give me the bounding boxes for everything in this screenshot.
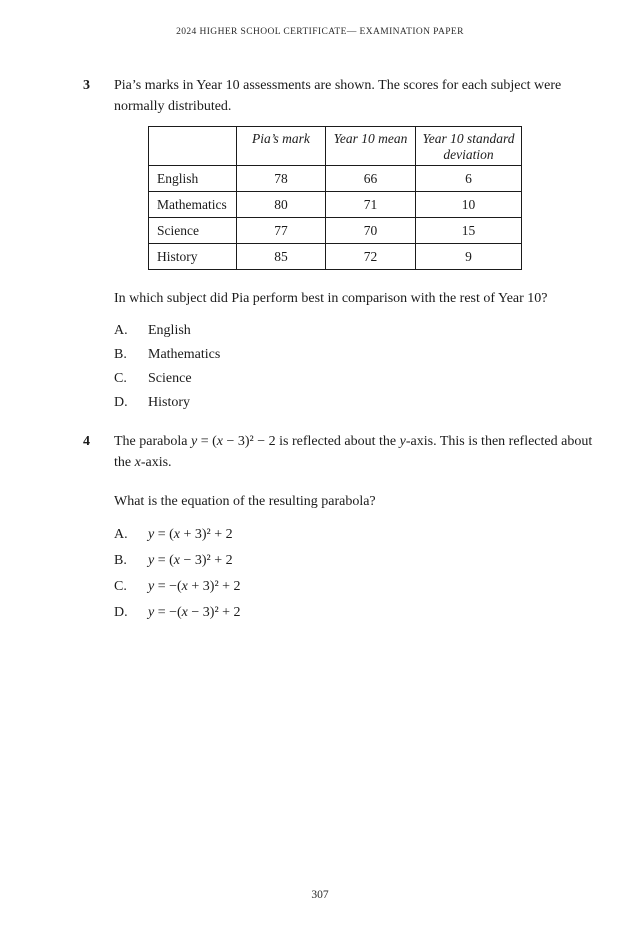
option-text: Science bbox=[148, 371, 192, 386]
question-4-statement bbox=[114, 431, 594, 473]
table-header-row bbox=[149, 127, 522, 166]
page-number: 307 bbox=[311, 889, 329, 901]
option-a bbox=[114, 522, 594, 548]
option-letter: A. bbox=[114, 323, 128, 338]
option-letter: B. bbox=[114, 347, 127, 362]
table-cell-mean: 66 bbox=[326, 166, 416, 192]
table-cell-sd: 10 bbox=[416, 192, 522, 218]
question-4 bbox=[83, 431, 594, 626]
statement-text: -axis. bbox=[140, 455, 172, 470]
table-row-history bbox=[149, 244, 522, 270]
table-cell-mark: 85 bbox=[237, 244, 326, 270]
option-equation: y = −(x − 3)² + 2 bbox=[148, 605, 241, 620]
question-3-statement: Pia’s marks in Year 10 assessments are shown. The scores for each subject were normally distributed. bbox=[114, 78, 562, 114]
question-3 bbox=[83, 75, 594, 415]
question-4-number: 4 bbox=[83, 434, 90, 449]
table-header-year10-mean: Year 10 mean bbox=[326, 127, 416, 166]
option-b bbox=[114, 343, 594, 367]
marks-table bbox=[148, 126, 522, 270]
question-3-body bbox=[114, 75, 594, 415]
marks-table-head bbox=[149, 127, 522, 166]
option-d bbox=[114, 600, 594, 626]
option-b bbox=[114, 548, 594, 574]
option-c bbox=[114, 574, 594, 600]
table-row-science bbox=[149, 218, 522, 244]
statement-text: is reflected about the bbox=[275, 434, 400, 449]
parabola-equation: y = (x − 3)² − 2 bbox=[190, 434, 276, 449]
y-axis-variable: y bbox=[399, 434, 406, 449]
option-letter: D. bbox=[114, 395, 128, 410]
table-cell-subject: Science bbox=[149, 218, 237, 244]
question-4-body bbox=[114, 431, 594, 626]
question-4-options bbox=[114, 522, 594, 626]
question-3-prompt: In which subject did Pia perform best in comparison with the rest of Year 10? bbox=[114, 291, 548, 306]
table-row-english bbox=[149, 166, 522, 192]
table-cell-sd: 9 bbox=[416, 244, 522, 270]
marks-table-body bbox=[149, 166, 522, 270]
option-letter: A. bbox=[114, 527, 128, 542]
table-cell-mean: 71 bbox=[326, 192, 416, 218]
table-cell-sd: 6 bbox=[416, 166, 522, 192]
option-letter: B. bbox=[114, 553, 127, 568]
option-text: English bbox=[148, 323, 191, 338]
option-letter: C. bbox=[114, 579, 127, 594]
option-letter: D. bbox=[114, 605, 128, 620]
table-cell-mark: 80 bbox=[237, 192, 326, 218]
x-axis-variable: x bbox=[134, 455, 141, 470]
option-a bbox=[114, 319, 594, 343]
table-header-pias-mark: Pia’s mark bbox=[237, 127, 326, 166]
question-4-prompt: What is the equation of the resulting parabola? bbox=[114, 494, 376, 509]
table-cell-mean: 70 bbox=[326, 218, 416, 244]
option-d bbox=[114, 391, 594, 415]
table-cell-mark: 78 bbox=[237, 166, 326, 192]
option-text: Mathematics bbox=[148, 347, 221, 362]
table-cell-subject: English bbox=[149, 166, 237, 192]
table-cell-subject: Mathematics bbox=[149, 192, 237, 218]
option-letter: C. bbox=[114, 371, 127, 386]
table-cell-mean: 72 bbox=[326, 244, 416, 270]
statement-text: -axis. This is then reflected about the bbox=[114, 434, 593, 470]
question-3-options bbox=[114, 319, 594, 415]
option-equation: y = (x + 3)² + 2 bbox=[148, 527, 233, 542]
table-header-blank bbox=[149, 127, 237, 166]
statement-text: The parabola bbox=[114, 434, 191, 449]
option-equation: y = −(x + 3)² + 2 bbox=[148, 579, 241, 594]
option-text: History bbox=[148, 395, 190, 410]
table-cell-sd: 15 bbox=[416, 218, 522, 244]
table-cell-mark: 77 bbox=[237, 218, 326, 244]
table-row-mathematics bbox=[149, 192, 522, 218]
table-header-year10-sd: Year 10 standard deviation bbox=[416, 127, 522, 166]
question-3-number: 3 bbox=[83, 78, 90, 93]
option-c bbox=[114, 367, 594, 391]
option-equation: y = (x − 3)² + 2 bbox=[148, 553, 233, 568]
page-header-title: 2024 HIGHER SCHOOL CERTIFICATE— EXAMINATION PAPER bbox=[176, 27, 464, 37]
table-cell-subject: History bbox=[149, 244, 237, 270]
